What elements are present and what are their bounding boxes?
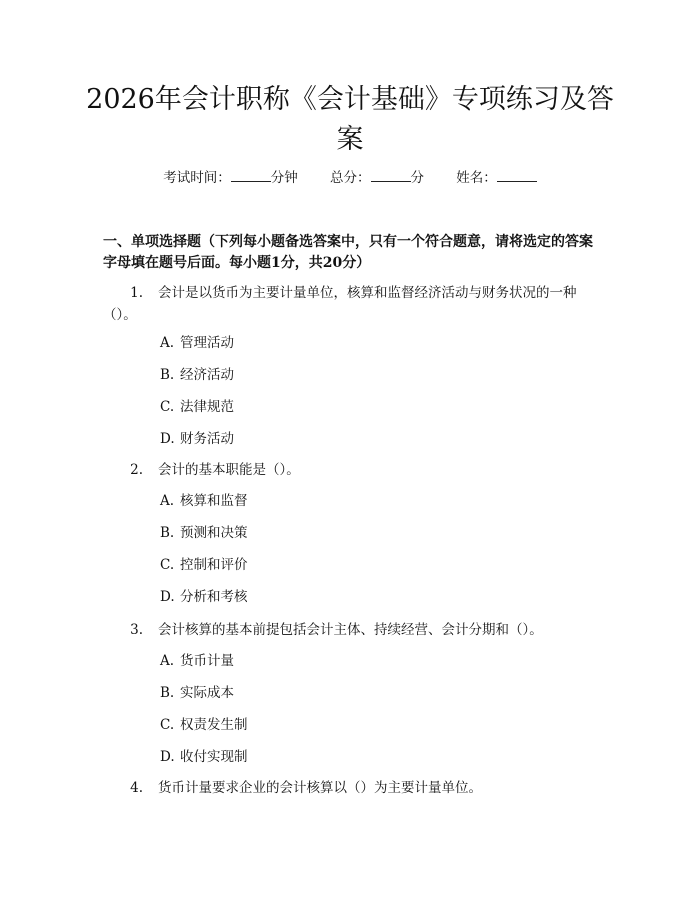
option-text: 核算和监督 — [180, 493, 248, 509]
exam-time-field — [163, 170, 302, 186]
option-letter: D. — [160, 589, 175, 605]
option-text: 财务活动 — [180, 431, 234, 447]
option-text: 预测和决策 — [180, 525, 248, 541]
option-item[interactable] — [160, 715, 248, 735]
option-item[interactable] — [160, 429, 234, 449]
option-text: 经济活动 — [180, 367, 234, 383]
option-text: 分析和考核 — [180, 589, 248, 605]
question-text: 货币计量要求企业的会计核算以（）为主要计量单位。 — [158, 780, 482, 796]
option-item[interactable] — [160, 651, 234, 671]
option-text: 权责发生制 — [180, 717, 248, 733]
option-letter: A. — [160, 493, 175, 509]
option-letter: D. — [160, 431, 175, 447]
option-text: 管理活动 — [180, 335, 234, 351]
option-text: 货币计量 — [180, 653, 234, 669]
option-item[interactable] — [160, 555, 248, 575]
option-letter: B. — [160, 525, 175, 541]
option-letter: B. — [160, 685, 175, 701]
option-item[interactable] — [160, 587, 248, 607]
total-score-unit: 分 — [410, 170, 424, 186]
question-text: 会计的基本职能是（）。 — [158, 462, 300, 478]
total-score-field — [330, 170, 428, 186]
exam-time-blank[interactable] — [231, 169, 271, 182]
option-text: 法律规范 — [180, 399, 234, 415]
question-text: 会计核算的基本前提包括会计主体、持续经营、会计分期和（）。 — [158, 622, 543, 638]
option-item[interactable] — [160, 397, 234, 417]
option-item[interactable] — [160, 365, 234, 385]
question-number: 1. — [130, 285, 143, 301]
option-item[interactable] — [160, 491, 248, 511]
name-field — [456, 170, 537, 186]
option-text: 控制和评价 — [180, 557, 248, 573]
name-label: 姓名： — [456, 170, 497, 186]
question-number: 2. — [130, 462, 143, 478]
option-letter: B. — [160, 367, 175, 383]
option-letter: C. — [160, 717, 175, 733]
question-number: 3. — [130, 622, 143, 638]
exam-info-line — [0, 168, 700, 188]
option-text: 实际成本 — [180, 685, 234, 701]
option-item[interactable] — [160, 333, 234, 353]
section-heading: 一、单项选择题（下列每小题备选答案中，只有一个符合题意，请将选定的答案字母填在题号后面。每小题1分，共20分） — [103, 234, 593, 271]
option-letter: C. — [160, 399, 175, 415]
option-item[interactable] — [160, 523, 248, 543]
name-blank[interactable] — [497, 169, 537, 182]
question-number: 4. — [130, 780, 143, 796]
total-score-blank[interactable] — [371, 169, 411, 182]
option-item[interactable] — [160, 747, 248, 767]
option-letter: A. — [160, 653, 175, 669]
exam-time-unit: 分钟 — [270, 170, 298, 186]
option-item[interactable] — [160, 683, 234, 703]
question-text: 会计是以货币为主要计量单位，核算和监督经济活动与财务状况的一种（）。 — [103, 285, 577, 323]
option-letter: D. — [160, 749, 175, 765]
option-letter: C. — [160, 557, 175, 573]
option-text: 收付实现制 — [180, 749, 248, 765]
option-letter: A. — [160, 335, 175, 351]
total-score-label: 总分： — [330, 170, 371, 186]
exam-time-label: 考试时间： — [163, 170, 231, 186]
page-title: 2026年会计职称《会计基础》专项练习及答案 — [86, 84, 614, 155]
